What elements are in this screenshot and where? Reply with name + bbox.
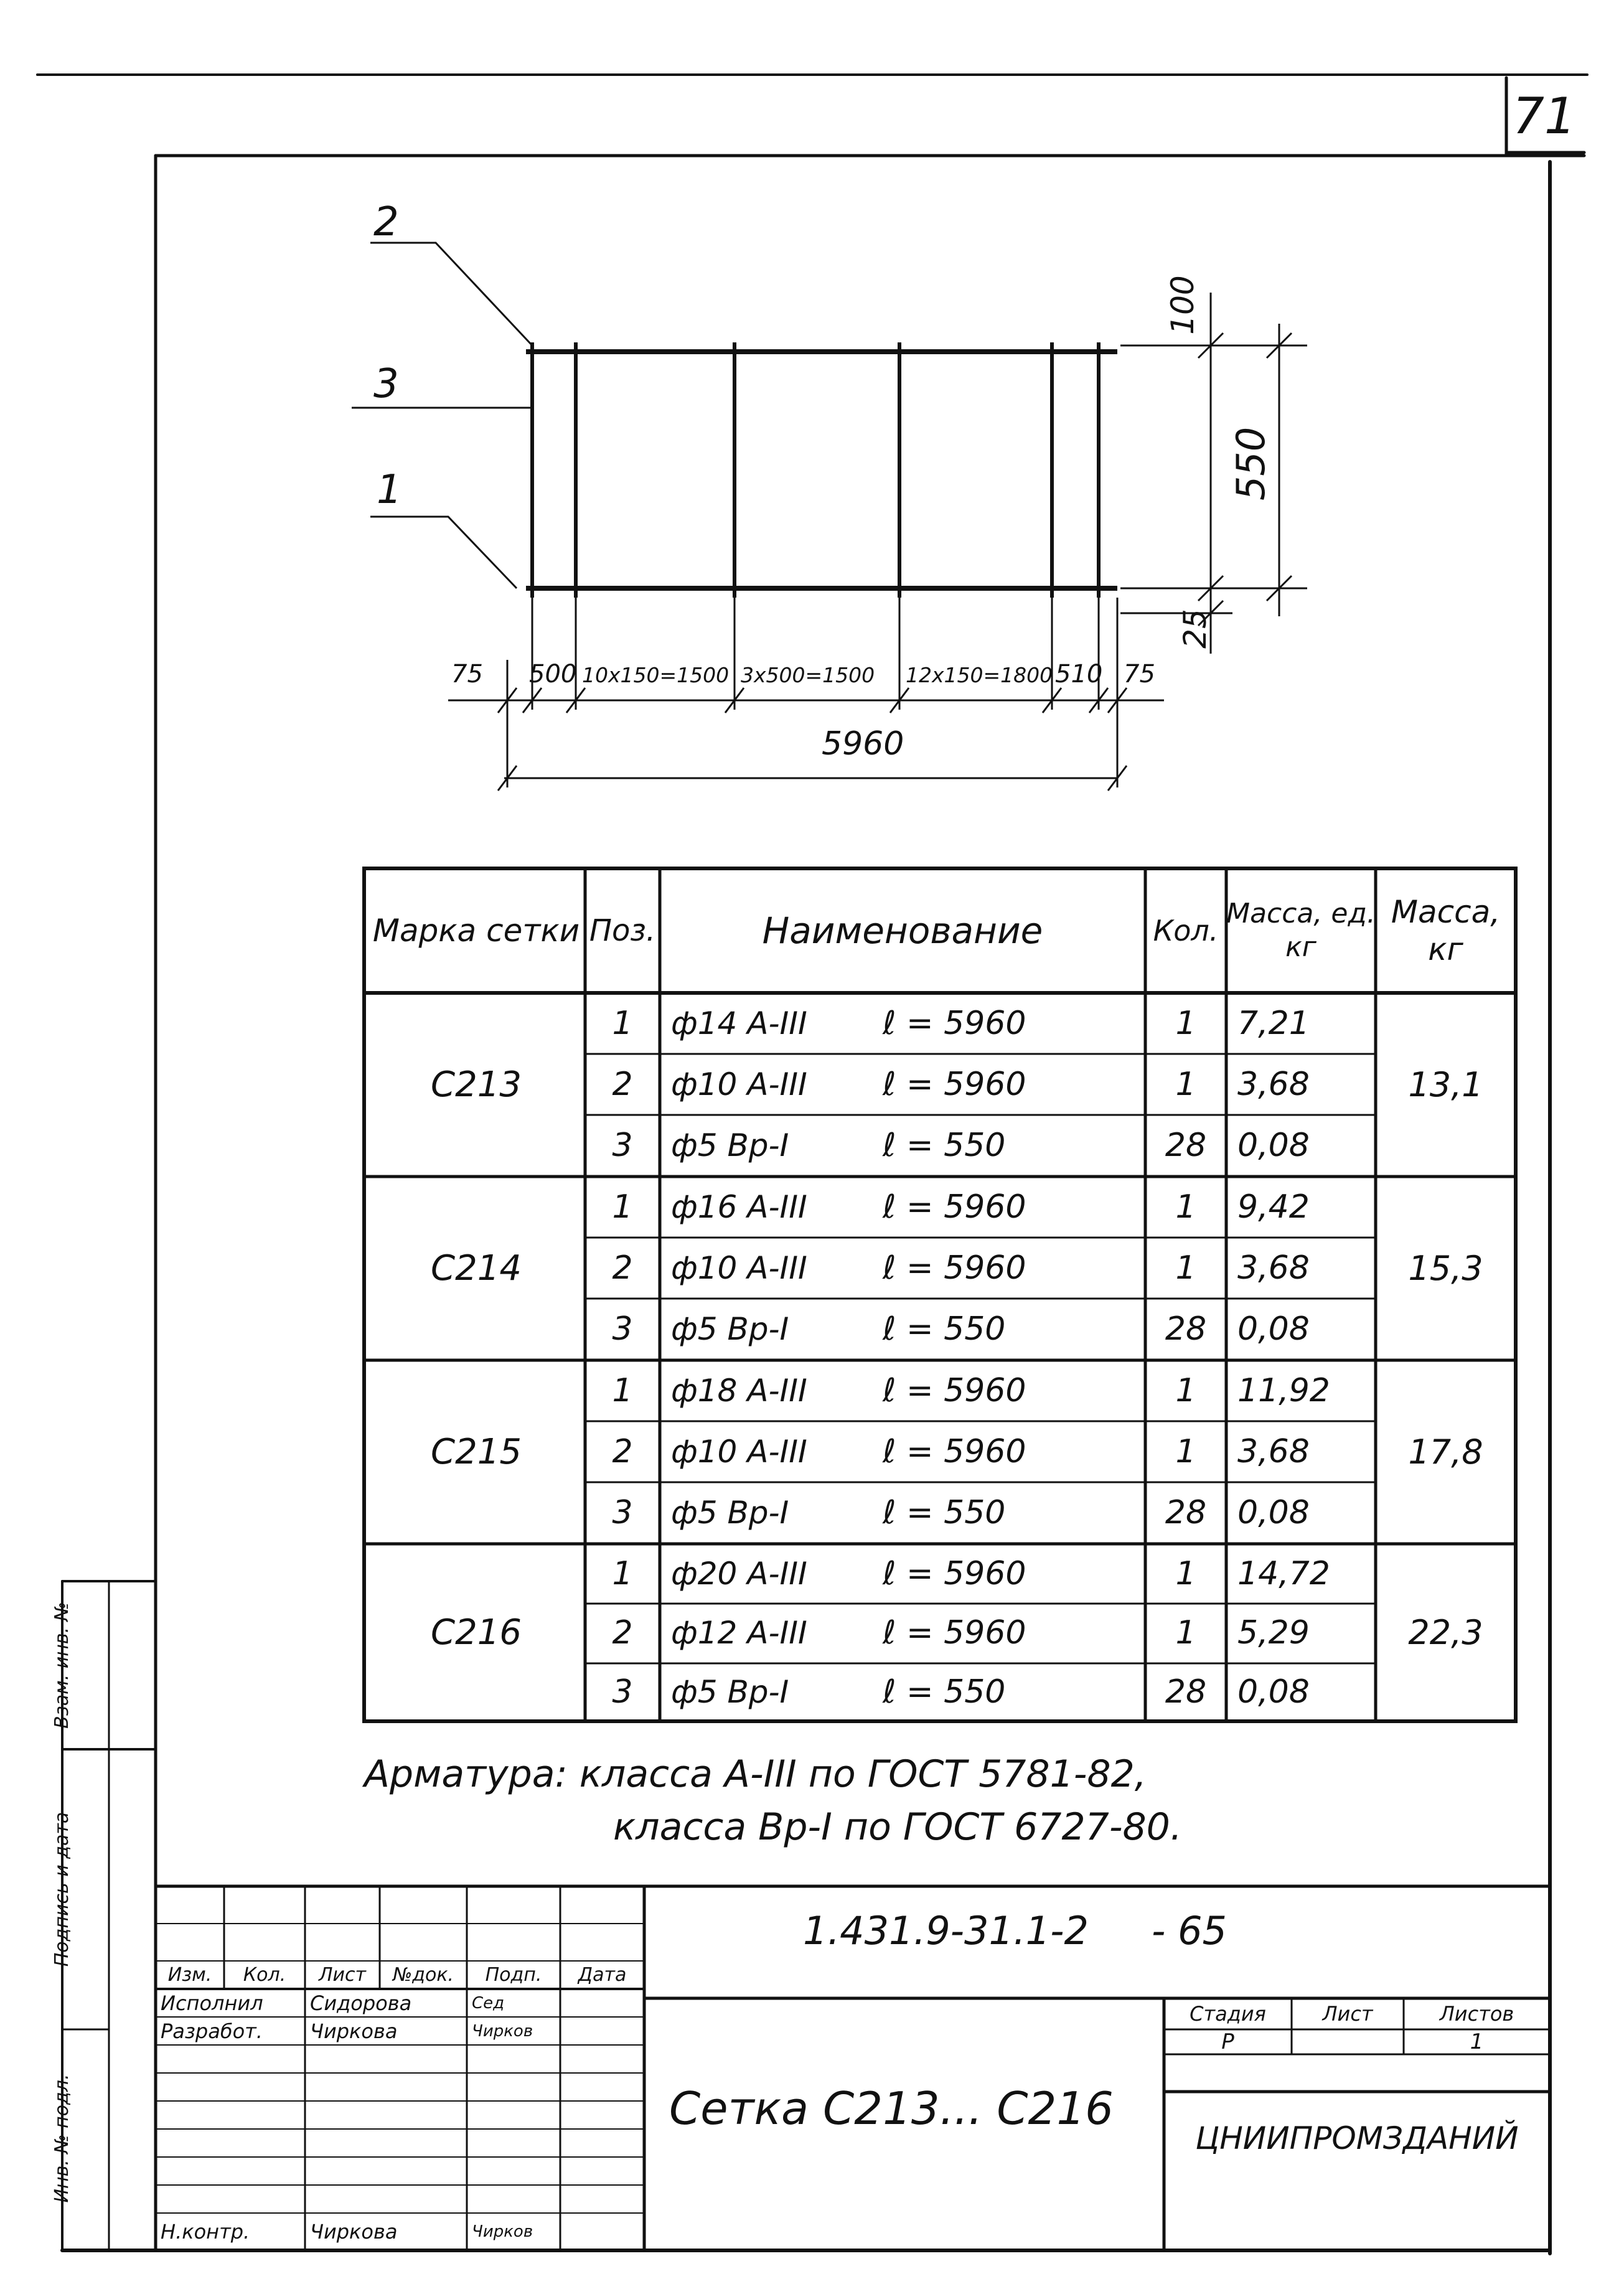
tb-role	[156, 2073, 305, 2101]
row-quantity: 1	[1175, 1249, 1196, 1287]
dim-total-length: 5960	[822, 725, 904, 763]
row-quantity: 1	[1175, 1554, 1196, 1592]
row-position: 3	[612, 1673, 633, 1711]
drawing-title: Сетка С213... С216	[669, 2082, 1114, 2135]
position-label-1: 1	[377, 467, 402, 513]
row-unit-mass: 9,42	[1237, 1188, 1310, 1226]
mesh-total-mass: 22,3	[1408, 1613, 1483, 1652]
side-stamp-orig-inv: Инв. № подл.	[51, 2074, 73, 2203]
row-bar-length: ℓ = 5960	[883, 1614, 1026, 1652]
mesh-total-mass: 17,8	[1408, 1432, 1483, 1472]
dim-segment: 12x150=1800	[906, 663, 1053, 687]
tb-header: Лист	[318, 1964, 367, 1986]
dim-segment: 75	[451, 660, 483, 688]
row-position: 2	[612, 1614, 633, 1652]
row-bar-name: ф12 А-III	[671, 1614, 807, 1651]
sheet-code: - 65	[1152, 1908, 1227, 1953]
row-bar-name: ф5 Вр-I	[671, 1311, 789, 1347]
mesh-mark: С215	[431, 1432, 522, 1472]
row-bar-name: ф10 А-III	[671, 1434, 807, 1470]
row-quantity: 28	[1165, 1310, 1207, 1348]
dim-segment: 500	[529, 660, 577, 688]
row-bar-length: ℓ = 5960	[883, 1005, 1026, 1042]
tb-header: Подп.	[485, 1964, 542, 1986]
tb-surname	[305, 2045, 467, 2073]
mesh-mark: С214	[431, 1248, 522, 1289]
tb-surname: Чиркова	[310, 2019, 398, 2043]
col-header-unit-mass: Масса, ед. кг	[1226, 898, 1376, 963]
tb-header: Изм.	[167, 1964, 212, 1986]
row-bar-name: ф18 А-III	[671, 1373, 807, 1409]
row-bar-length: ℓ = 550	[883, 1494, 1006, 1531]
sheet-value	[1292, 2029, 1404, 2054]
row-bar-length: ℓ = 550	[883, 1127, 1006, 1164]
row-position: 2	[612, 1433, 633, 1470]
row-bar-name: ф5 Вр-I	[671, 1127, 789, 1163]
row-position: 1	[612, 1554, 633, 1592]
side-stamp-signature-date: Подпись и дата	[51, 1812, 73, 1967]
tb-surname	[305, 2073, 467, 2101]
tb-role	[156, 2045, 305, 2073]
row-quantity: 28	[1165, 1127, 1207, 1164]
row-unit-mass: 0,08	[1237, 1310, 1310, 1348]
tb-header: Кол.	[243, 1964, 286, 1986]
row-quantity: 1	[1175, 1433, 1196, 1470]
row-unit-mass: 0,08	[1237, 1673, 1310, 1711]
row-unit-mass: 3,68	[1237, 1433, 1310, 1470]
tb-signature: Чирков	[472, 2021, 533, 2041]
tb-header: №док.	[393, 1964, 454, 1986]
row-quantity: 28	[1165, 1673, 1207, 1711]
sheets-header: Листов	[1439, 2002, 1514, 2026]
note-line-1: Арматура: класса А-III по ГОСТ 5781-82,	[364, 1752, 1147, 1796]
row-quantity: 28	[1165, 1494, 1207, 1531]
row-bar-name: ф10 А-III	[671, 1250, 807, 1286]
row-quantity: 1	[1175, 1188, 1196, 1226]
mesh-total-mass: 13,1	[1408, 1065, 1483, 1104]
row-bar-length: ℓ = 5960	[883, 1372, 1026, 1409]
row-bar-name: ф5 Вр-I	[671, 1495, 789, 1531]
row-position: 3	[612, 1127, 633, 1164]
row-bar-name: ф10 А-III	[671, 1066, 807, 1102]
row-bar-length: ℓ = 550	[883, 1673, 1006, 1711]
row-unit-mass: 5,29	[1237, 1614, 1310, 1652]
row-bar-name: ф5 Вр-I	[671, 1673, 789, 1710]
dim-segment: 3x500=1500	[741, 663, 875, 687]
col-header-mass: Масса, кг	[1391, 894, 1501, 967]
row-bar-length: ℓ = 5960	[883, 1188, 1026, 1226]
col-header-mark: Марка сетки	[372, 913, 580, 949]
tb-role: Разработ.	[161, 2019, 263, 2043]
note-line-2: класса Вр-I по ГОСТ 6727-80.	[613, 1805, 1182, 1849]
row-quantity: 1	[1175, 1372, 1196, 1409]
row-position: 2	[612, 1066, 633, 1103]
mesh-mark: С213	[431, 1064, 522, 1105]
tb-signature	[467, 2073, 560, 2101]
dim-top-offset: 100	[1165, 275, 1201, 335]
col-header-name: Наименование	[762, 909, 1043, 952]
row-unit-mass: 14,72	[1237, 1554, 1330, 1592]
row-bar-name: ф16 А-III	[671, 1189, 807, 1225]
row-position: 3	[612, 1494, 633, 1531]
position-label-2: 2	[373, 199, 399, 245]
stage-header: Стадия	[1190, 2002, 1266, 2026]
row-position: 1	[612, 1005, 633, 1042]
sheet-header: Лист	[1322, 2002, 1373, 2026]
tb-role: Н.контр.	[161, 2220, 250, 2244]
row-bar-length: ℓ = 5960	[883, 1249, 1026, 1287]
row-bar-name: ф20 А-III	[671, 1555, 807, 1592]
row-bar-length: ℓ = 550	[883, 1310, 1006, 1348]
tb-signature	[467, 2045, 560, 2073]
col-header-pos: Поз.	[589, 913, 656, 948]
dim-segment: 75	[1124, 660, 1155, 688]
document-code: 1.431.9-31.1-2	[803, 1908, 1089, 1953]
tb-surname: Сидорова	[310, 1991, 412, 2015]
row-quantity: 1	[1175, 1614, 1196, 1652]
row-unit-mass: 3,68	[1237, 1066, 1310, 1103]
tb-signature: Чирков	[472, 2222, 533, 2241]
tb-role: Исполнил	[161, 1991, 263, 2015]
col-header-qty: Кол.	[1153, 914, 1219, 947]
row-quantity: 1	[1175, 1066, 1196, 1103]
mesh-mark: С216	[431, 1612, 522, 1653]
side-stamp-replaced-inv: Взам. инв. №	[51, 1602, 73, 1729]
row-bar-length: ℓ = 5960	[883, 1066, 1026, 1103]
row-quantity: 1	[1175, 1005, 1196, 1042]
row-position: 3	[612, 1310, 633, 1348]
row-position: 1	[612, 1188, 633, 1226]
dim-mesh-height: 550	[1228, 426, 1274, 501]
dim-segment: 510	[1055, 660, 1103, 688]
row-unit-mass: 0,08	[1237, 1494, 1310, 1531]
organization-name: ЦНИИПРОМЗДАНИЙ	[1195, 2120, 1519, 2156]
dim-segment: 10x150=1500	[582, 663, 730, 687]
row-unit-mass: 7,21	[1237, 1005, 1310, 1042]
sheet-number: 71	[1513, 87, 1576, 145]
row-bar-length: ℓ = 5960	[883, 1554, 1026, 1592]
row-position: 2	[612, 1249, 633, 1287]
position-label-3: 3	[373, 361, 399, 407]
tb-signature: Сед	[472, 1993, 505, 2013]
sheets-value: 1	[1470, 2029, 1484, 2054]
row-unit-mass: 3,68	[1237, 1249, 1310, 1287]
row-unit-mass: 0,08	[1237, 1127, 1310, 1164]
row-bar-length: ℓ = 5960	[883, 1433, 1026, 1470]
stage-value: Р	[1221, 2029, 1234, 2054]
tb-header: Дата	[578, 1964, 627, 1986]
row-unit-mass: 11,92	[1237, 1372, 1330, 1409]
dim-bottom-offset: 25	[1177, 609, 1213, 649]
tb-surname: Чиркова	[310, 2220, 398, 2244]
mesh-total-mass: 15,3	[1408, 1249, 1483, 1288]
row-position: 1	[612, 1372, 633, 1409]
row-bar-name: ф14 А-III	[671, 1005, 807, 1041]
